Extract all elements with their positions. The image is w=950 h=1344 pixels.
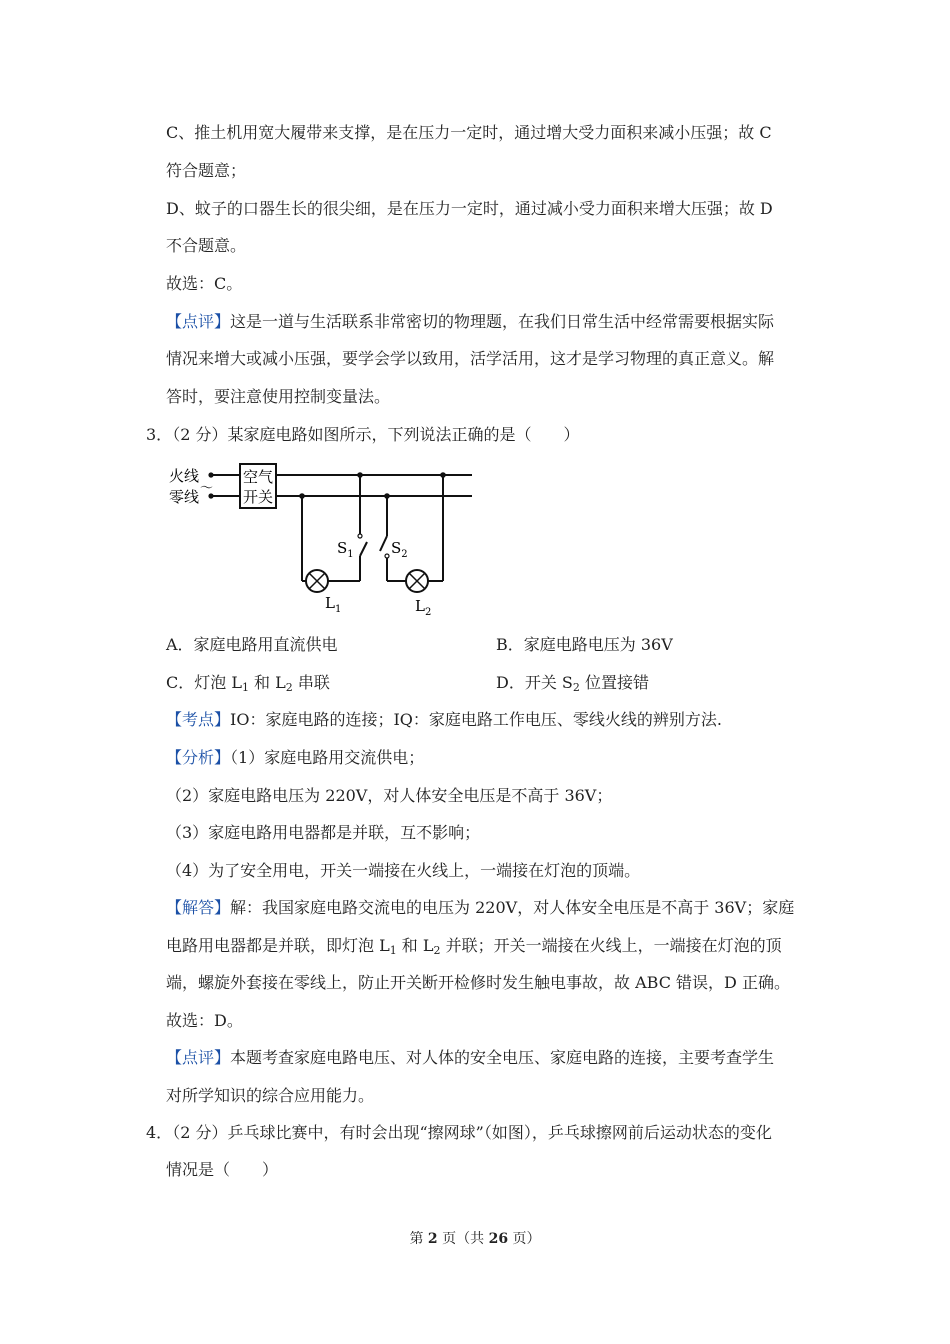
option-b[interactable]: B．家庭电路电压为 36V — [496, 635, 673, 654]
question-3-stem: 3．（2 分）某家庭电路如图所示，下列说法正确的是（ ） — [146, 425, 580, 444]
switch-s2-label: $S_2$ — [391, 539, 408, 560]
jieda-line1: 【解答】解：我国家庭电路交流电的电压为 220V，对人体安全电压是不高于 36V；家庭 — [166, 898, 795, 917]
fenxi-line2: （2）家庭电路电压为 220V，对人体安全电压是不高于 36V； — [166, 786, 613, 805]
comment-tag: 【点评】 — [166, 312, 231, 331]
option-a[interactable]: A．家庭电路用直流供电 — [166, 635, 338, 654]
prev-option-d-line1: D、蚊子的口器生长的很尖细，是在压力一定时，通过减小受力面积来增大压强；故 D — [166, 199, 773, 218]
option-d[interactable]: D．开关 $S_2$ 位置接错 — [496, 673, 649, 694]
fenxi-line4: （4）为了安全用电，开关一端接在火线上，一端接在灯泡的顶端。 — [166, 861, 641, 880]
jieda-tag: 【解答】 — [166, 898, 231, 917]
neutral-wire-label: 零线 — [169, 488, 200, 506]
fenxi-line1: 【分析】（1）家庭电路用交流供电； — [166, 748, 425, 767]
prev-comment-line1: 【点评】这是一道与生活联系非常密切的物理题，在我们日常生活中经常需要根据实际 — [166, 312, 775, 331]
ac-symbol: ～ — [200, 481, 214, 496]
lamp-l1-label: $L_1$ — [325, 594, 342, 615]
comment-tag: 【点评】 — [166, 1048, 231, 1067]
switch-s1-label: $S_1$ — [337, 539, 354, 560]
page-footer: 第 2 页（共 26 页） — [409, 1231, 541, 1247]
prev-option-c-line2: 符合题意； — [166, 161, 247, 180]
question-4-stem-line2: 情况是（ ） — [166, 1160, 279, 1179]
breaker-label-line1: 空气 — [243, 468, 274, 486]
circuit-diagram — [162, 458, 482, 618]
prev-comment-line3: 答时，要注意使用控制变量法。 — [166, 387, 391, 406]
q3-comment-line2: 对所学知识的综合应用能力。 — [166, 1086, 375, 1105]
q3-comment-line1: 【点评】本题考查家庭电路电压、对人体的安全电压、家庭电路的连接，主要考查学生 — [166, 1048, 775, 1067]
jieda-line2: 电路用电器都是并联，即灯泡 $L_1$ 和 $L_2$ 并联；开关一端接在火线上，一端接在灯泡的顶 — [166, 936, 782, 957]
q3-answer: 故选：D。 — [166, 1011, 243, 1030]
options-row-1 — [0, 635, 950, 657]
option-c[interactable]: C．灯泡 $L_1$ 和 $L_2$ 串联 — [166, 673, 330, 694]
page-number: 2 — [427, 1231, 438, 1247]
page-total: 26 — [488, 1231, 509, 1247]
options-row-2 — [0, 673, 950, 695]
fenxi-tag: 【分析】 — [166, 748, 231, 767]
question-4-stem: 4．（2 分）乒乓球比赛中，有时会出现“擦网球”（如图），乒乓球擦网前后运动状态的变化 — [146, 1123, 772, 1142]
prev-option-c-line1: C、推土机用宽大履带来支撑，是在压力一定时，通过增大受力面积来减小压强；故 C — [166, 123, 772, 142]
fenxi-line3: （3）家庭电路用电器都是并联，互不影响； — [166, 823, 481, 842]
breaker-label-line2: 开关 — [243, 488, 274, 506]
kaodian-line: 【考点】IO：家庭电路的连接；IQ：家庭电路工作电压、零线火线的辨别方法. — [166, 710, 722, 729]
prev-comment-line2: 情况来增大或减小压强，要学会学以致用，活学活用，这才是学习物理的真正意义。解 — [166, 349, 775, 368]
prev-option-d-line2: 不合题意。 — [166, 236, 247, 255]
lamp-l2-label: $L_2$ — [415, 597, 432, 618]
jieda-line3: 端，螺旋外套接在零线上，防止开关断开检修时发生触电事故，故 ABC 错误，D 正确。 — [166, 973, 790, 992]
kaodian-tag: 【考点】 — [166, 710, 231, 729]
live-wire-label: 火线 — [169, 467, 200, 485]
prev-answer: 故选：C。 — [166, 274, 243, 293]
